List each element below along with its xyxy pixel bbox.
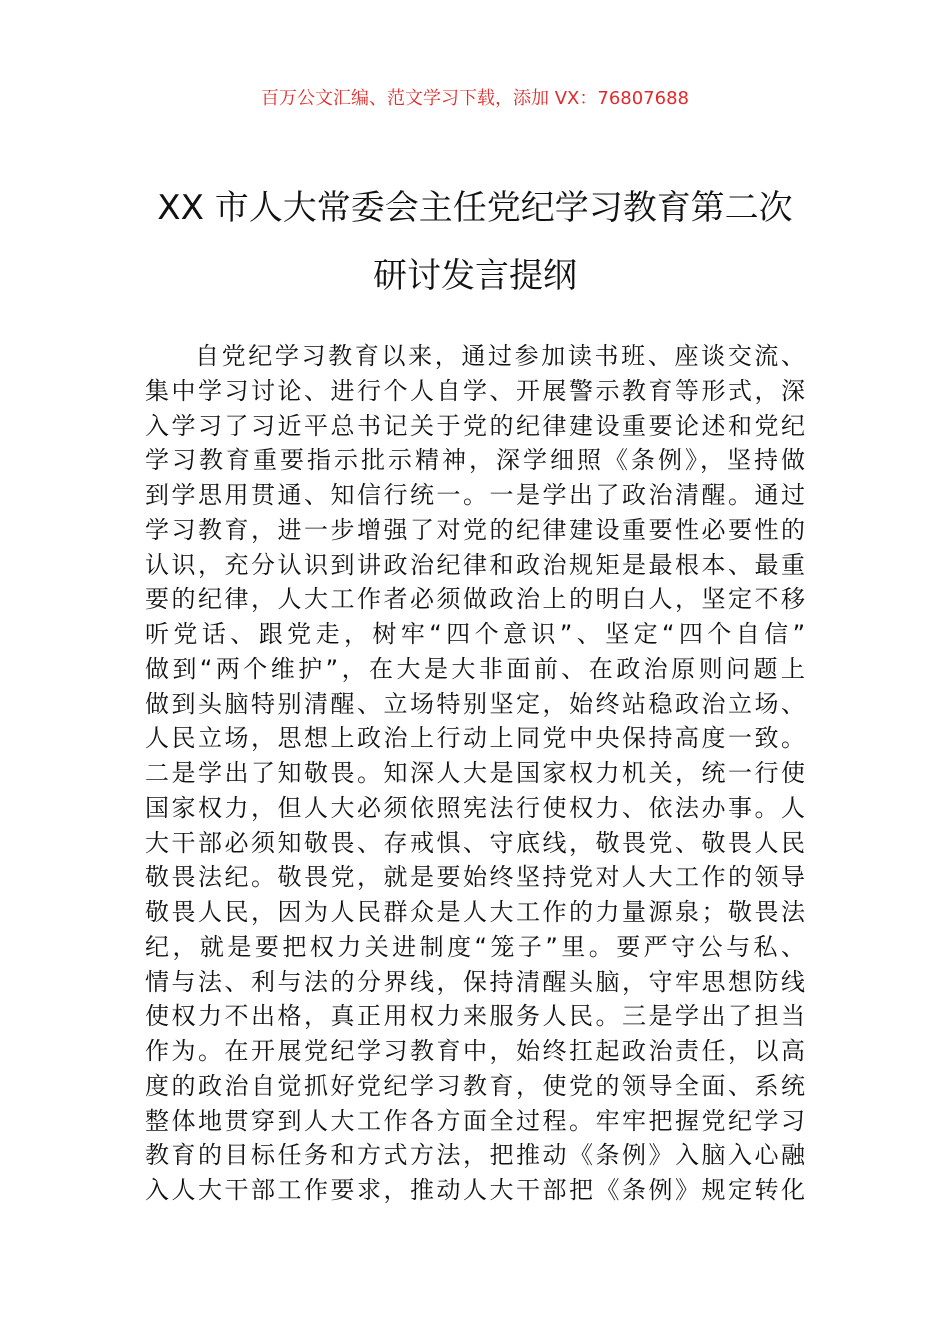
body-text-line: 到学思用贯通、知信行统一。一是学出了政治清醒。通过 — [145, 481, 805, 509]
body-text-line: 入人大干部工作要求，推动人大干部把《条例》规定转化 — [145, 1176, 805, 1204]
document-body — [145, 339, 805, 1208]
body-text-line: 听党话、跟党走，树牢“四个意识”、坚定“四个自信” — [145, 620, 805, 648]
body-text-line: 做到“两个维护”，在大是大非面前、在政治原则问题上 — [145, 654, 805, 683]
body-text-line: 作为。在开展党纪学习教育中，始终扛起政治责任，以高 — [145, 1037, 805, 1065]
body-text-line: 学习教育重要指示批示精神，深学细照《条例》，坚持做 — [145, 446, 805, 475]
body-text-line: 自党纪学习教育以来，通过参加读书班、座谈交流、 — [195, 342, 805, 370]
body-text-line: 整体地贯穿到人大工作各方面全过程。牢牢把握党纪学习 — [145, 1106, 805, 1135]
body-text-line: 教育的目标任务和方式方法，把推动《条例》入脑入心融 — [145, 1141, 805, 1170]
body-text-line: 做到头脑特别清醒、立场特别坚定，始终站稳政治立场、 — [145, 689, 805, 718]
watermark-header: 百万公文汇编、范文学习下载，添加 VX：76807688 — [261, 88, 689, 109]
body-text-line: 集中学习讨论、进行个人自学、开展警示教育等形式，深 — [145, 376, 805, 405]
body-text-line: 人民立场，思想上政治上行动上同党中央保持高度一致。 — [145, 724, 805, 753]
body-text-line: 大干部必须知敬畏、存戒惧、守底线，敬畏党、敬畏人民 — [145, 828, 805, 857]
body-text-line: 情与法、利与法的分界线，保持清醒头脑，守牢思想防线 — [145, 967, 805, 996]
document-title-line-1: XX 市人大常委会主任党纪学习教育第二次 — [157, 188, 793, 228]
body-text-line: 使权力不出格，真正用权力来服务人民。三是学出了担当 — [145, 1002, 805, 1031]
body-text-line: 二是学出了知敬畏。知深人大是国家权力机关，统一行使 — [145, 759, 805, 787]
body-text-line: 敬畏法纪。敬畏党，就是要始终坚持党对人大工作的领导 — [145, 863, 805, 892]
body-text-line: 度的政治自觉抓好党纪学习教育，使党的领导全面、系统 — [145, 1071, 805, 1100]
body-text-line: 国家权力，但人大必须依照宪法行使权力、依法办事。人 — [145, 793, 805, 822]
document-title-line-2: 研讨发言提纲 — [373, 256, 577, 296]
body-text-line: 敬畏人民，因为人民群众是人大工作的力量源泉；敬畏法 — [145, 898, 805, 926]
body-text-line: 要的纪律，人大工作者必须做政治上的明白人，坚定不移 — [145, 585, 805, 614]
body-text-line: 纪，就是要把权力关进制度“笼子”里。要严守公与私、 — [145, 932, 805, 961]
body-text-line: 入学习了习近平总书记关于党的纪律建设重要论述和党纪 — [145, 411, 805, 440]
body-text-line: 学习教育，进一步增强了对党的纪律建设重要性必要性的 — [145, 515, 805, 544]
body-text-line: 认识，充分认识到讲政治纪律和政治规矩是最根本、最重 — [145, 550, 805, 579]
